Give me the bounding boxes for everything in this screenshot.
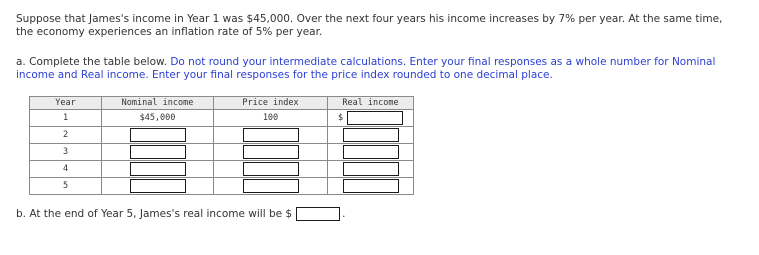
year-cell: 4 [30,161,102,178]
year-cell: 5 [30,178,102,195]
nominal-income-input-year-3[interactable] [130,145,186,159]
part-b-question [16,207,345,221]
nominal-income-value: $45,000 [102,110,214,127]
year-cell: 2 [30,127,102,144]
part-b-text: b. At the end of Year 5, James's real income will be $ [16,207,293,220]
intro-line-2: the economy experiences an inflation rate of 5% per year. [16,26,323,38]
part-a-instructions [16,56,746,82]
price-index-cell [214,178,328,195]
nominal-income-cell [102,178,214,195]
income-table [29,96,414,195]
real-income-cell [328,110,414,127]
part-a-prefix: a. Complete the table below. [16,56,167,68]
table-row [30,127,414,144]
price-index-cell [214,127,328,144]
real-income-cell [328,178,414,195]
header-year: Year [30,97,102,110]
real-income-cell [328,144,414,161]
nominal-income-input-year-2[interactable] [130,128,186,142]
part-a-instruction: Do not round your intermediate calculations. Enter your final responses as a whole number for Nominal income and Real income. Enter your final responses for the price index rounded to one decimal place. [16,56,716,81]
real-income-input-year-2[interactable] [343,128,399,142]
question-intro [16,13,746,39]
price-index-cell [214,144,328,161]
header-real-income: Real income [328,97,414,110]
table-row [30,144,414,161]
real-income-input-year-4[interactable] [343,162,399,176]
year-cell: 3 [30,144,102,161]
real-income-input-year-5[interactable] [343,179,399,193]
nominal-income-cell [102,127,214,144]
real-income-cell [328,161,414,178]
nominal-income-cell [102,144,214,161]
nominal-income-input-year-5[interactable] [130,179,186,193]
part-b-period: . [342,207,346,220]
price-index-input-year-4[interactable] [243,162,299,176]
header-nominal-income: Nominal income [102,97,214,110]
table-header-row [30,97,414,110]
dollar-sign: $ [337,113,344,123]
table-row [30,161,414,178]
price-index-input-year-2[interactable] [243,128,299,142]
nominal-income-input-year-4[interactable] [130,162,186,176]
price-index-input-year-5[interactable] [243,179,299,193]
price-index-cell [214,161,328,178]
real-income-year-5-answer-input[interactable] [296,207,340,221]
intro-line-1: Suppose that James's income in Year 1 was $45,000. Over the next four years his income increases by 7% per year. At the same time, [16,13,723,25]
table-row [30,110,414,127]
price-index-value: 100 [214,110,328,127]
year-cell: 1 [30,110,102,127]
real-income-cell [328,127,414,144]
price-index-input-year-3[interactable] [243,145,299,159]
real-income-input-year-3[interactable] [343,145,399,159]
table-row [30,178,414,195]
nominal-income-cell [102,161,214,178]
header-price-index: Price index [214,97,328,110]
real-income-input-year-1[interactable] [347,111,403,125]
